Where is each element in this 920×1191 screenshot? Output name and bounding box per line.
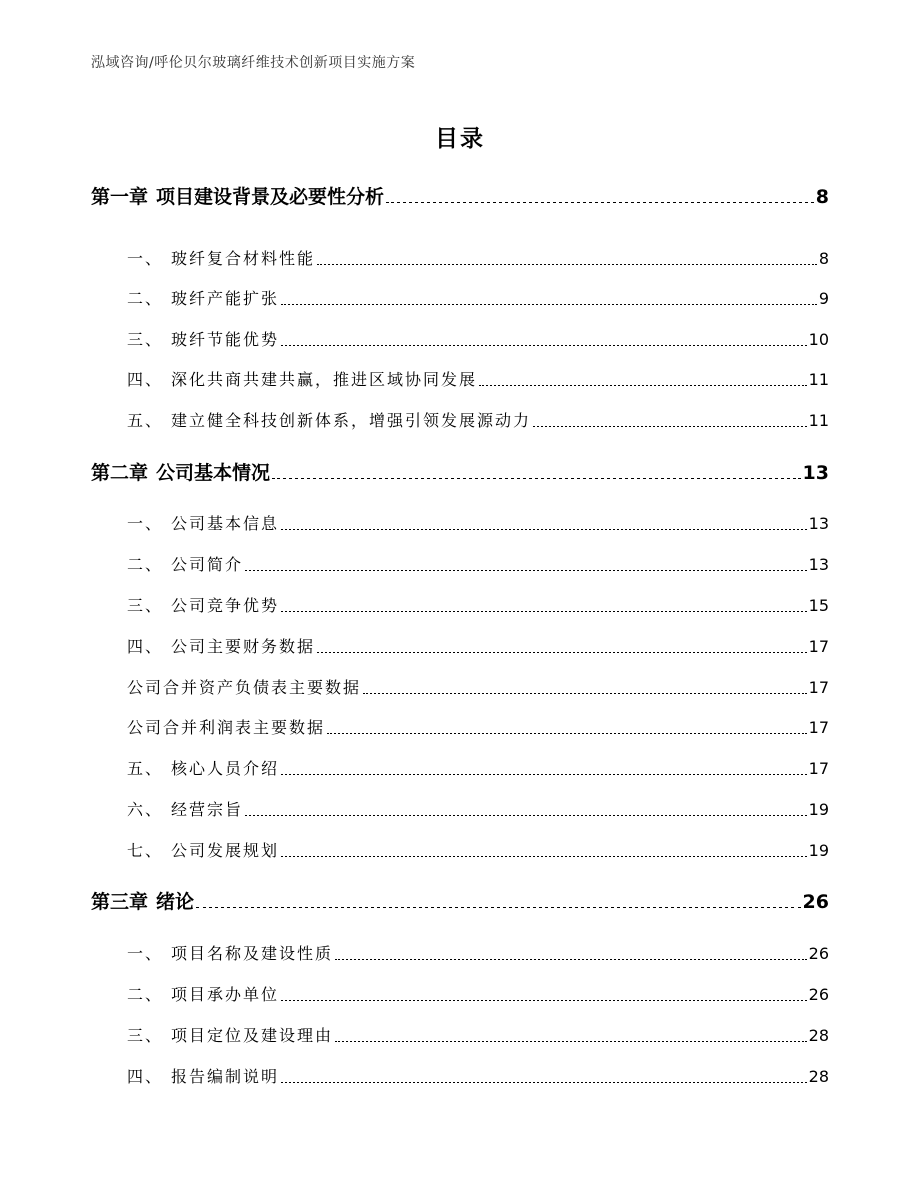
toc-section[interactable] (127, 941, 829, 967)
toc-label: 六、 经营宗旨 (127, 800, 244, 819)
dot-leader (272, 478, 801, 479)
dot-leader (281, 774, 807, 775)
toc-page-number: 28 (808, 1067, 829, 1086)
toc-chapter[interactable] (91, 184, 829, 210)
toc-section[interactable] (127, 715, 829, 741)
toc-section[interactable] (127, 286, 829, 312)
toc-chapter[interactable] (91, 460, 829, 486)
toc-page-number: 11 (808, 370, 829, 389)
toc-section[interactable] (127, 593, 829, 619)
toc-label: 三、 玻纤节能优势 (127, 330, 280, 349)
dot-leader (196, 907, 801, 908)
toc-label: 三、 项目定位及建设理由 (127, 1026, 334, 1045)
toc-label: 一、 公司基本信息 (127, 514, 280, 533)
dot-leader (281, 304, 817, 305)
toc-label: 二、 项目承办单位 (127, 985, 280, 1004)
toc-page-number: 26 (802, 891, 829, 913)
toc-page-number: 26 (808, 944, 829, 963)
toc-page-number: 26 (808, 985, 829, 1004)
toc-label: 第一章 项目建设背景及必要性分析 (91, 186, 385, 208)
toc-page-number: 13 (808, 555, 829, 574)
toc-label: 五、 核心人员介绍 (127, 759, 280, 778)
toc-section[interactable] (127, 1023, 829, 1049)
toc-page-number: 17 (808, 678, 829, 697)
toc-label: 二、 玻纤产能扩张 (127, 289, 280, 308)
dot-leader (281, 1082, 807, 1083)
toc-page-number: 13 (808, 514, 829, 533)
toc-label: 一、 玻纤复合材料性能 (127, 249, 316, 268)
dot-leader (281, 611, 807, 612)
toc-section[interactable] (127, 327, 829, 353)
toc-label: 四、 报告编制说明 (127, 1067, 280, 1086)
toc-label: 第二章 公司基本情况 (91, 462, 271, 484)
dot-leader (281, 529, 807, 530)
dot-leader (335, 1041, 807, 1042)
toc-page-number: 8 (815, 186, 829, 208)
toc-section[interactable] (127, 1064, 829, 1090)
toc-section[interactable] (127, 552, 829, 578)
toc-section[interactable] (127, 838, 829, 864)
dot-leader (363, 693, 807, 694)
toc-page-number: 17 (808, 637, 829, 656)
toc-label: 五、 建立健全科技创新体系，增强引领发展源动力 (127, 411, 532, 430)
dot-leader (281, 345, 807, 346)
page-title: 目录 (435, 126, 485, 152)
dot-leader (479, 385, 807, 386)
toc-section[interactable] (127, 634, 829, 660)
toc-chapter[interactable] (91, 889, 829, 915)
toc-section[interactable] (127, 675, 829, 701)
dot-leader (386, 202, 814, 203)
toc-label: 四、 深化共商共建共赢，推进区域协同发展 (127, 370, 478, 389)
dot-leader (281, 856, 807, 857)
toc-page-number: 11 (808, 411, 829, 430)
toc-page-number: 19 (808, 800, 829, 819)
dot-leader (533, 426, 807, 427)
toc-label: 第三章 绪论 (91, 891, 195, 913)
toc-page-number: 10 (808, 330, 829, 349)
toc-section[interactable] (127, 408, 829, 434)
dot-leader (281, 1000, 807, 1001)
toc-label: 一、 项目名称及建设性质 (127, 944, 334, 963)
document-header: 泓域咨询/呼伦贝尔玻璃纤维技术创新项目实施方案 (91, 55, 416, 71)
toc-label: 公司合并利润表主要数据 (127, 718, 326, 737)
toc-label: 四、 公司主要财务数据 (127, 637, 316, 656)
toc-page-number: 28 (808, 1026, 829, 1045)
toc-page-number: 8 (818, 249, 829, 268)
toc-section[interactable] (127, 982, 829, 1008)
dot-leader (245, 570, 807, 571)
toc-page-number: 9 (818, 289, 829, 308)
toc-page-number: 15 (808, 596, 829, 615)
toc-section[interactable] (127, 797, 829, 823)
toc-page-number: 19 (808, 841, 829, 860)
toc-section[interactable] (127, 367, 829, 393)
toc-page-number: 17 (808, 759, 829, 778)
toc-section[interactable] (127, 511, 829, 537)
dot-leader (317, 264, 817, 265)
toc-label: 七、 公司发展规划 (127, 841, 280, 860)
dot-leader (327, 733, 807, 734)
toc-label: 公司合并资产负债表主要数据 (127, 678, 362, 697)
dot-leader (245, 815, 807, 816)
toc-section[interactable] (127, 756, 829, 782)
dot-leader (317, 652, 807, 653)
toc-page-number: 17 (808, 718, 829, 737)
toc-label: 二、 公司简介 (127, 555, 244, 574)
toc-label: 三、 公司竞争优势 (127, 596, 280, 615)
toc-section[interactable] (127, 246, 829, 272)
dot-leader (335, 959, 807, 960)
toc-page-number: 13 (802, 462, 829, 484)
